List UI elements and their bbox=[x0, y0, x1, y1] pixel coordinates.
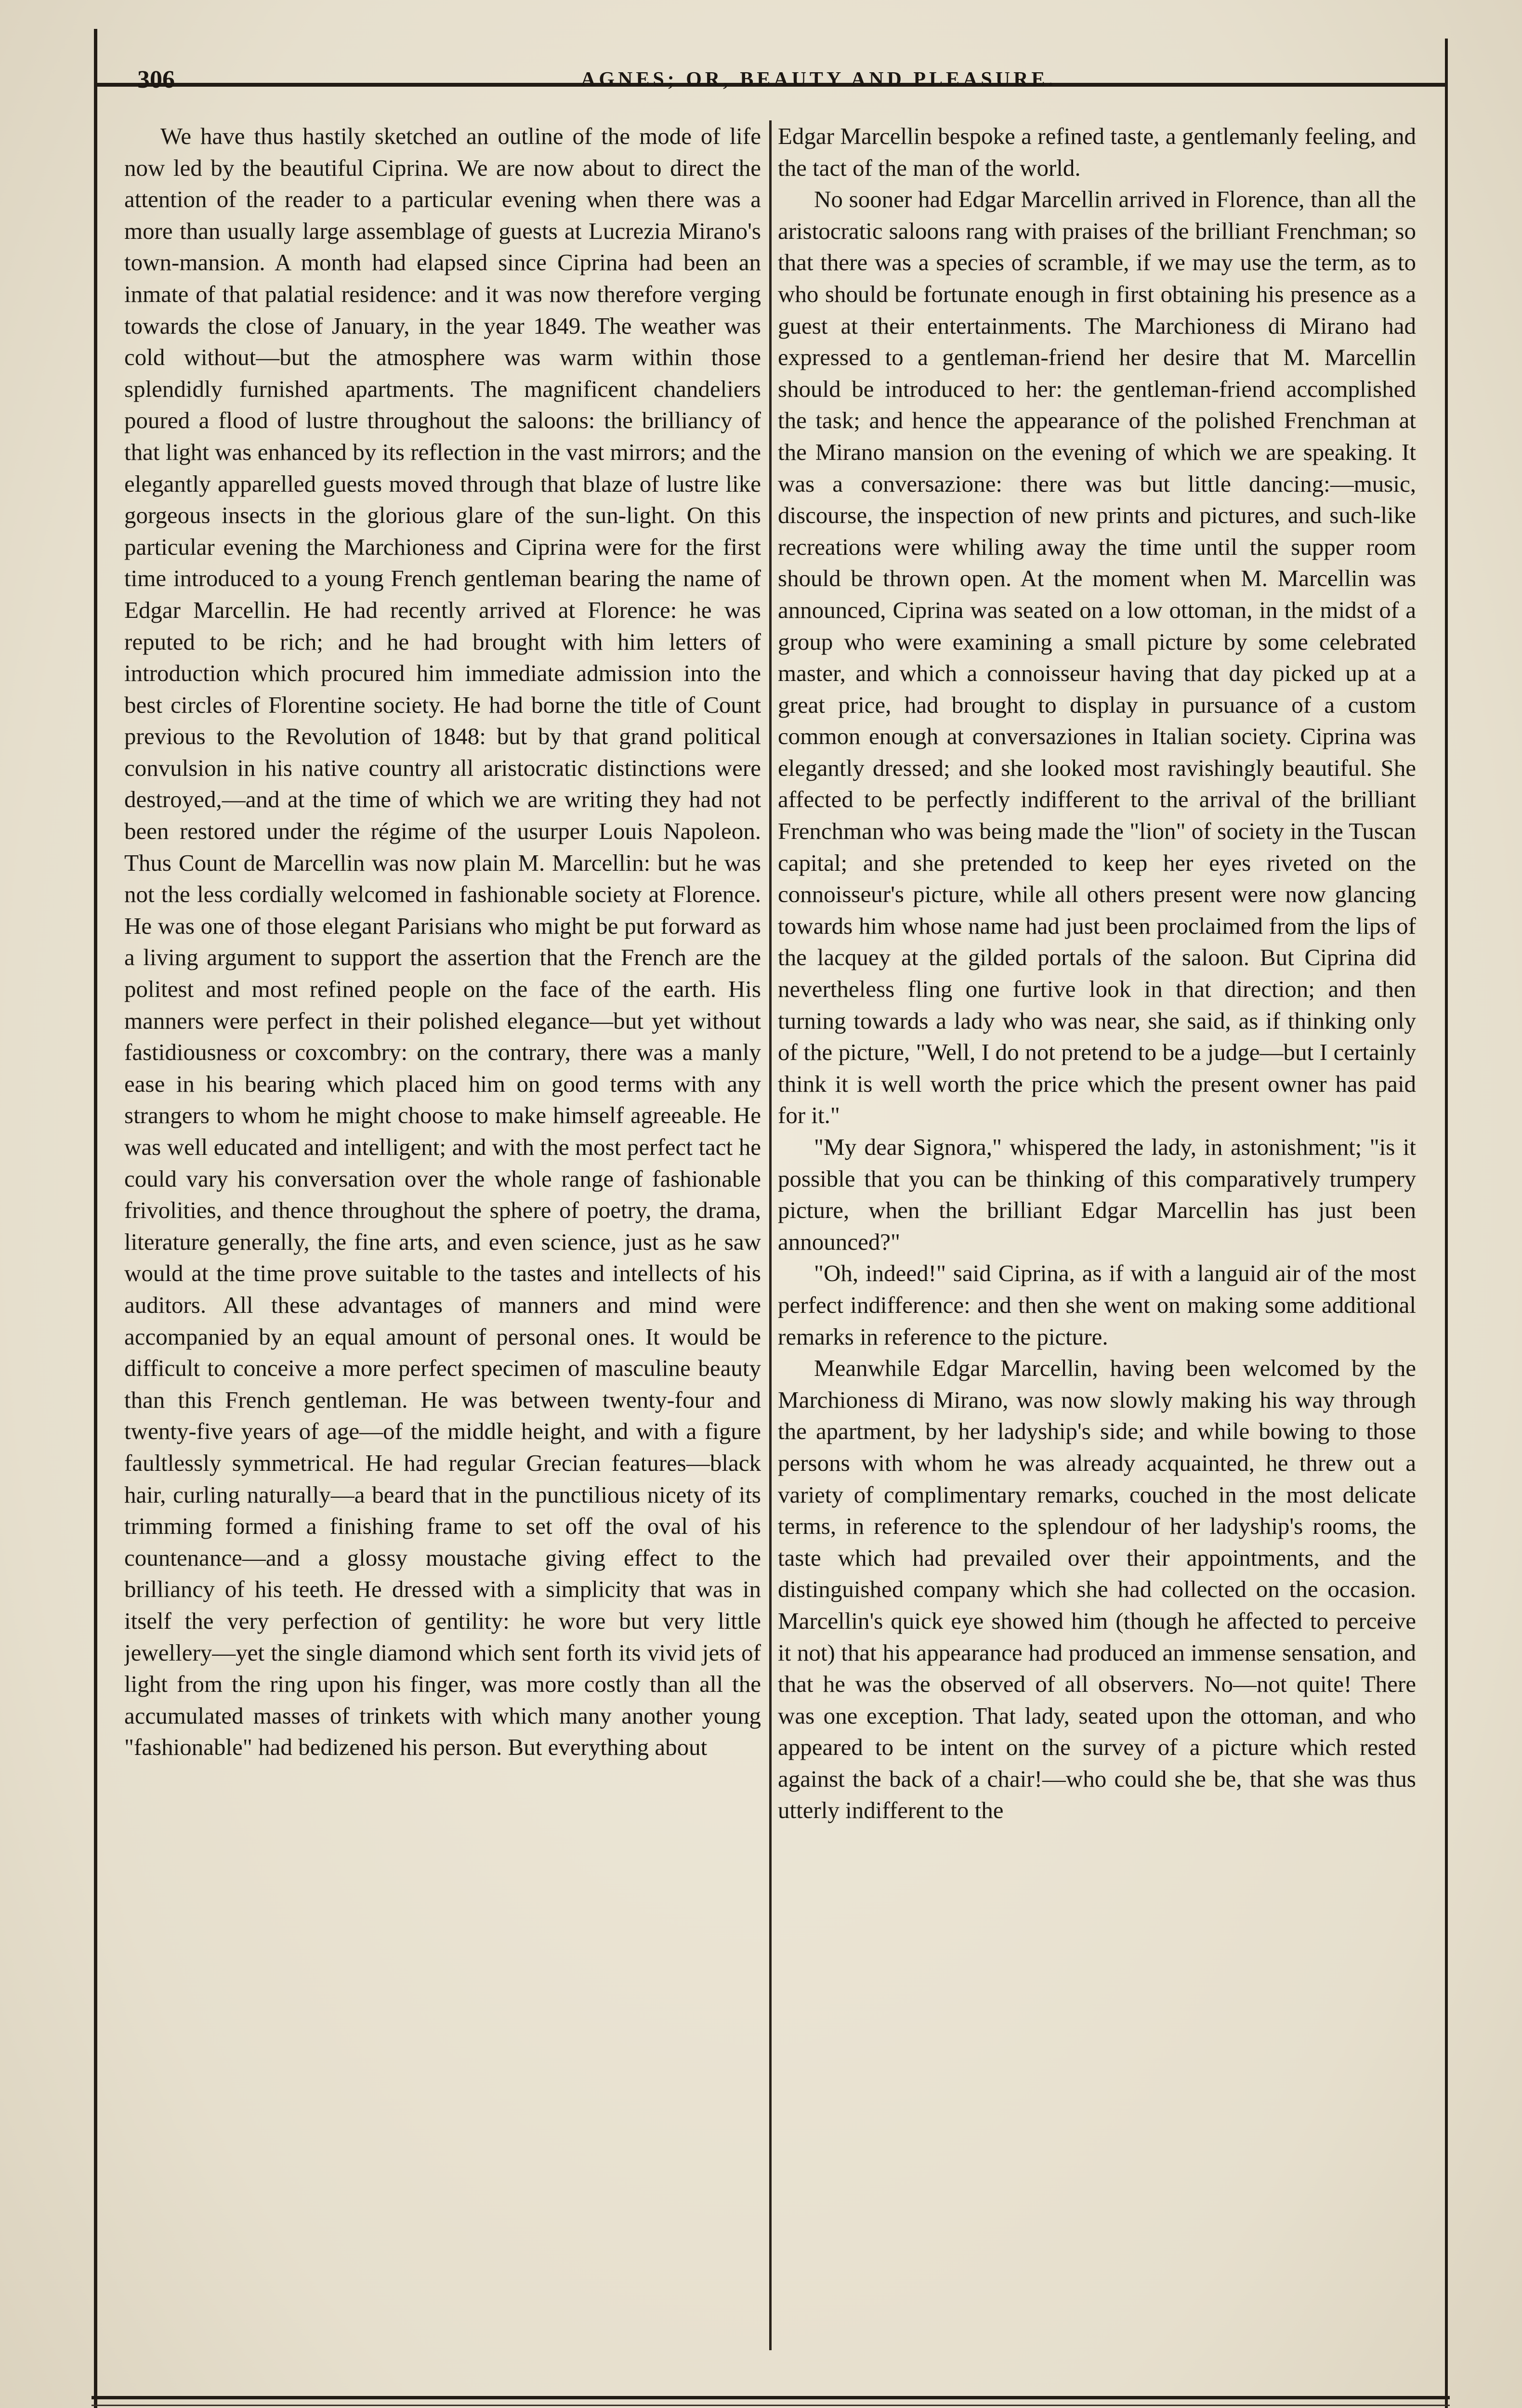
text-column-left bbox=[124, 120, 761, 2365]
text-column-right bbox=[778, 120, 1416, 2365]
page-frame-left-rule bbox=[94, 29, 97, 2408]
paragraph-continued: Edgar Marcellin bespoke a refined taste, a gentlemanly feeling, and the tact of the man of the world. bbox=[778, 123, 1416, 181]
paragraph: "My dear Signora," whispered the lady, in astonishment; "is it possible that you can be thinking of this comparatively trumpery picture, when the brilliant Edgar Marcellin has just been announced?" bbox=[778, 1134, 1416, 1255]
paragraph: Meanwhile Edgar Marcellin, having been welcomed by the Marchioness di Mirano, was now slowly making his way through the apartment, by her ladyship's side; and while bowing to those persons with whom he was already acquainted, he threw out a variety of complimentary remarks, couched in the most delicate terms, in reference to the splendour of her ladyship's rooms, the taste which had prevailed over their appointments, and the distinguished company which she had collected on the occasion. Marcellin's quick eye showed him (though he affected to perceive it not) that his appearance had produced an immense sensation, and that he was the observed of all observers. No—not quite! There was one exception. That lady, seated upon the ottoman, and who appeared to be intent on the survey of a picture which rested against the back of a chair!—who could she be, that she was thus utterly indifferent to the bbox=[778, 1355, 1416, 1824]
page-number: 306 bbox=[137, 66, 175, 93]
paragraph: No sooner had Edgar Marcellin arrived in Florence, than all the aristocratic saloons rang with praises of the brilliant Frenchman; so that there was a species of scramble, if we may use the term, as to who should be fortunate enough in first obtaining his presence as a guest at their entertainments. The Marchioness di Mirano had expressed to a gentleman-friend her desire that M. Marcellin should be introduced to her: the gentleman-friend accomplished the task; and hence the appearance of the polished Frenchman at the Mirano mansion on the evening of which we are speaking. It was a conversazione: there was but little dancing:—music, discourse, the inspection of new prints and pictures, and such-like recreations were whiling away the time until the supper room should be thrown open. At the moment when M. Marcellin was announced, Ciprina was seated on a low ottoman, in the midst of a group who were examining a small picture by some celebrated master, and which a connoisseur having that day picked up at a great price, had brought to display in pursuance of a custom common enough at conversaziones in Italian society. Ciprina was elegantly dressed; and she looked most ravishingly beautiful. She affected to be perfectly indifferent to the arrival of the brilliant Frenchman who was being made the "lion" of society in the Tuscan capital; and she pretended to keep her eyes riveted on the connoisseur's picture, while all others present were now glancing towards him whose name had just been proclaimed from the lips of the lacquey at the gilded portals of the saloon. But Ciprina did nevertheless fling one furtive look in that direction; and then turning towards a lady who was near, she said, as if thinking only of the picture, "Well, I do not pretend to be a judge—but I certainly think it is well worth the price which the present owner has paid for it." bbox=[778, 186, 1416, 1129]
running-title: AGNES; OR, BEAUTY AND PLEASURE. bbox=[581, 68, 1057, 91]
column-divider bbox=[769, 120, 772, 2350]
paragraph: "Oh, indeed!" said Ciprina, as if with a languid air of the most perfect indifference: and then she went on making some additional remarks in reference to the picture. bbox=[778, 1260, 1416, 1350]
footer-rule-thin bbox=[92, 2405, 1450, 2406]
page-frame-right-rule bbox=[1445, 39, 1448, 2408]
paragraph: We have thus hastily sketched an outline of the mode of life now led by the beautiful Ciprina. We are now about to direct the attention of the reader to a particular evening when there was a more than usually large assemblage of guests at Lucrezia Mirano's town-mansion. A month had elapsed since Ciprina had been an inmate of that palatial residence: and it was now therefore verging towards the close of January, in the year 1849. The weather was cold without—but the atmosphere was warm within those splendidly furnished apartments. The magnificent chandeliers poured a flood of lustre throughout the saloons: the brilliancy of that light was enhanced by its reflection in the vast mirrors; and the elegantly apparelled guests moved through that blaze of lustre like gorgeous insects in the glorious glare of the sun-light. On this particular evening the Marchioness and Ciprina were for the first time introduced to a young French gentleman bearing the name of Edgar Marcellin. He had recently arrived at Florence: he was reputed to be rich; and he had brought with him letters of introduction which procured him immediate admission into the best circles of Florentine society. He had borne the title of Count previous to the Revolution of 1848: but by that grand political convulsion in his native country all aristocratic distinctions were destroyed,—and at the time of which we are writing they had not been restored under the régime of the usurper Louis Napoleon. Thus Count de Marcellin was now plain M. Marcellin: but he was not the less cordially welcomed in fashionable society at Florence. He was one of those elegant Parisians who might be put forward as a living argument to support the assertion that the French are the politest and most refined people on the face of the earth. His manners were perfect in their polished elegance—but yet without fastidiousness or coxcombry: on the contrary, there was a manly ease in his bearing which placed him on good terms with any strangers to whom he might choose to make himself agreeable. He was well educated and intelligent; and with the most perfect tact he could vary his conversation over the whole range of fashionable frivolities, and thence throughout the sphere of poetry, the drama, literature generally, the fine arts, and even science, just as he saw would at the time prove suitable to the tastes and intellects of his auditors. All these advantages of manners and mind were accompanied by an equal amount of personal ones. It would be difficult to conceive a more perfect specimen of masculine beauty than this French gentleman. He was between twenty-four and twenty-five years of age—of the middle height, and with a figure faultlessly symmetrical. He had regular Grecian features—black hair, curling naturally—a beard that in the punctilious nicety of its trimming formed a finishing frame to set off the oval of his countenance—and a glossy moustache giving effect to the brilliancy of his teeth. He dressed with a simplicity that was in itself the very perfection of gentility: he wore but very little jewellery—yet the single diamond which sent forth its vivid jets of light from the ring upon his finger, was more costly than all the accumulated masses of trinkets with which many another young "fashionable" had bedizened his person. But everything about bbox=[124, 123, 761, 1761]
footer-rule bbox=[92, 2396, 1450, 2399]
